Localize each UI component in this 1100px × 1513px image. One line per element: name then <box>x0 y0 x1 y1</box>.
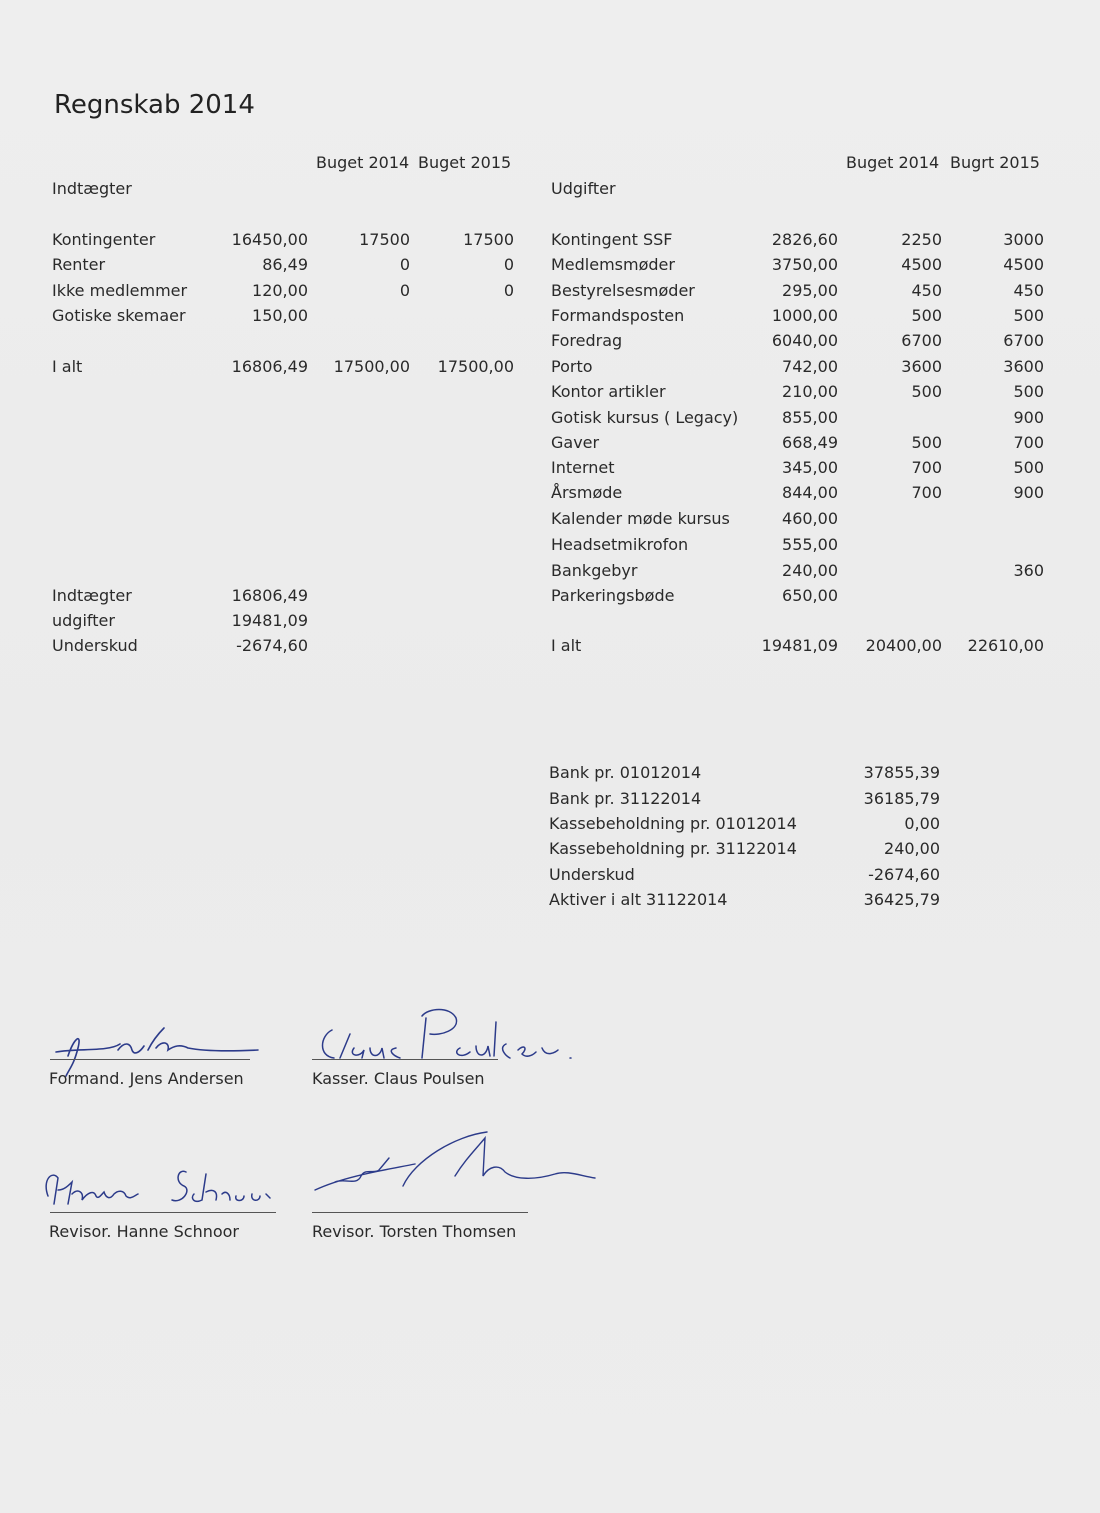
row-label: I alt <box>52 357 83 376</box>
row-amount: 210,00 <box>782 382 838 401</box>
row-budget-2015: 700 <box>1013 433 1044 452</box>
row-label: Parkeringsbøde <box>551 586 675 605</box>
row-budget-2014: 500 <box>911 382 942 401</box>
row-budget-2015: 17500 <box>463 230 514 249</box>
row-budget-2015: 6700 <box>1003 331 1044 350</box>
row-label: Medlemsmøder <box>551 255 675 274</box>
summary-value: 19481,09 <box>231 611 308 630</box>
row-budget-2014: 6700 <box>901 331 942 350</box>
row-amount: 16450,00 <box>231 230 308 249</box>
row-label: Kalender møde kursus <box>551 509 730 528</box>
row-budget-2015: 500 <box>1013 382 1044 401</box>
row-budget-2015: 900 <box>1013 483 1044 502</box>
row-budget-2014: 17500 <box>359 230 410 249</box>
row-budget-2015: 17500,00 <box>437 357 514 376</box>
row-budget-2015: 500 <box>1013 306 1044 325</box>
signature-role-label: Revisor. Torsten Thomsen <box>312 1222 517 1241</box>
row-label: Renter <box>52 255 106 274</box>
row-amount: 855,00 <box>782 408 838 427</box>
balance-label: Bank pr. 31122014 <box>549 789 702 808</box>
income-col-budget-2014: Buget 2014 <box>316 153 410 172</box>
row-budget-2014: 0 <box>399 255 410 274</box>
row-budget-2014: 20400,00 <box>865 636 942 655</box>
row-budget-2015: 900 <box>1013 408 1044 427</box>
signature-role-label: Kasser. Claus Poulsen <box>312 1069 485 1088</box>
signature-line <box>312 1059 498 1060</box>
row-budget-2014: 700 <box>911 458 942 477</box>
expense-col-budget-2015: Bugrt 2015 <box>950 153 1040 172</box>
row-label: Porto <box>551 357 593 376</box>
row-budget-2015: 450 <box>1013 281 1044 300</box>
balance-value: 36425,79 <box>863 890 940 909</box>
summary-value: 16806,49 <box>231 586 308 605</box>
balance-label: Aktiver i alt 31122014 <box>549 890 728 909</box>
signature-role-label: Formand. Jens Andersen <box>49 1069 244 1088</box>
signature-line <box>50 1059 250 1060</box>
row-budget-2014: 450 <box>911 281 942 300</box>
income-col-budget-2015: Buget 2015 <box>418 153 512 172</box>
row-amount: 295,00 <box>782 281 838 300</box>
row-label: Bestyrelsesmøder <box>551 281 695 300</box>
summary-label: Underskud <box>52 636 138 655</box>
row-label: Internet <box>551 458 615 477</box>
summary-label: Indtægter <box>52 586 132 605</box>
summary-value: -2674,60 <box>236 636 308 655</box>
row-label: Kontingent SSF <box>551 230 673 249</box>
balance-label: Kassebeholdning pr. 31122014 <box>549 839 797 858</box>
row-amount: 120,00 <box>252 281 308 300</box>
row-amount: 6040,00 <box>771 331 838 350</box>
row-amount: 345,00 <box>782 458 838 477</box>
row-budget-2014: 2250 <box>901 230 942 249</box>
signature-torsten-thomsen <box>305 1130 605 1210</box>
row-amount: 86,49 <box>262 255 308 274</box>
expense-col-budget-2014: Buget 2014 <box>846 153 940 172</box>
row-budget-2015: 4500 <box>1003 255 1044 274</box>
balance-value: 240,00 <box>884 839 940 858</box>
row-amount: 19481,09 <box>761 636 838 655</box>
row-budget-2014: 500 <box>911 306 942 325</box>
balance-value: 36185,79 <box>863 789 940 808</box>
summary-label: udgifter <box>52 611 115 630</box>
balance-label: Underskud <box>549 865 635 884</box>
row-budget-2015: 3600 <box>1003 357 1044 376</box>
row-budget-2015: 0 <box>503 255 514 274</box>
signature-role-label: Revisor. Hanne Schnoor <box>49 1222 239 1241</box>
row-budget-2015: 0 <box>503 281 514 300</box>
row-amount: 668,49 <box>782 433 838 452</box>
row-budget-2014: 500 <box>911 433 942 452</box>
signature-line <box>50 1212 276 1213</box>
row-amount: 2826,60 <box>771 230 838 249</box>
row-budget-2014: 700 <box>911 483 942 502</box>
row-amount: 650,00 <box>782 586 838 605</box>
row-label: I alt <box>551 636 582 655</box>
balance-label: Bank pr. 01012014 <box>549 763 702 782</box>
balance-label: Kassebeholdning pr. 01012014 <box>549 814 797 833</box>
row-budget-2015: 3000 <box>1003 230 1044 249</box>
row-amount: 3750,00 <box>771 255 838 274</box>
row-budget-2014: 3600 <box>901 357 942 376</box>
row-label: Gotiske skemaer <box>52 306 186 325</box>
row-amount: 460,00 <box>782 509 838 528</box>
row-amount: 240,00 <box>782 561 838 580</box>
row-amount: 742,00 <box>782 357 838 376</box>
row-label: Gaver <box>551 433 600 452</box>
row-label: Formandsposten <box>551 306 685 325</box>
balance-value: 37855,39 <box>863 763 940 782</box>
row-budget-2014: 17500,00 <box>333 357 410 376</box>
row-label: Gotisk kursus ( Legacy) <box>551 408 739 427</box>
page-title: Regnskab 2014 <box>54 90 255 120</box>
row-label: Kontingenter <box>52 230 156 249</box>
row-label: Ikke medlemmer <box>52 281 188 300</box>
row-budget-2014: 4500 <box>901 255 942 274</box>
signature-hanne-schnoor <box>38 1160 288 1220</box>
row-amount: 844,00 <box>782 483 838 502</box>
row-budget-2015: 22610,00 <box>967 636 1044 655</box>
balance-value: 0,00 <box>904 814 940 833</box>
income-heading: Indtægter <box>52 179 132 198</box>
row-label: Headsetmikrofon <box>551 535 689 554</box>
row-label: Årsmøde <box>551 483 623 502</box>
row-budget-2015: 500 <box>1013 458 1044 477</box>
row-amount: 150,00 <box>252 306 308 325</box>
row-label: Bankgebyr <box>551 561 638 580</box>
expense-heading: Udgifter <box>551 179 616 198</box>
row-budget-2014: 0 <box>399 281 410 300</box>
row-label: Foredrag <box>551 331 623 350</box>
row-amount: 1000,00 <box>771 306 838 325</box>
balance-value: -2674,60 <box>868 865 940 884</box>
signature-line <box>312 1212 528 1213</box>
row-budget-2015: 360 <box>1013 561 1044 580</box>
row-label: Kontor artikler <box>551 382 666 401</box>
row-amount: 16806,49 <box>231 357 308 376</box>
row-amount: 555,00 <box>782 535 838 554</box>
